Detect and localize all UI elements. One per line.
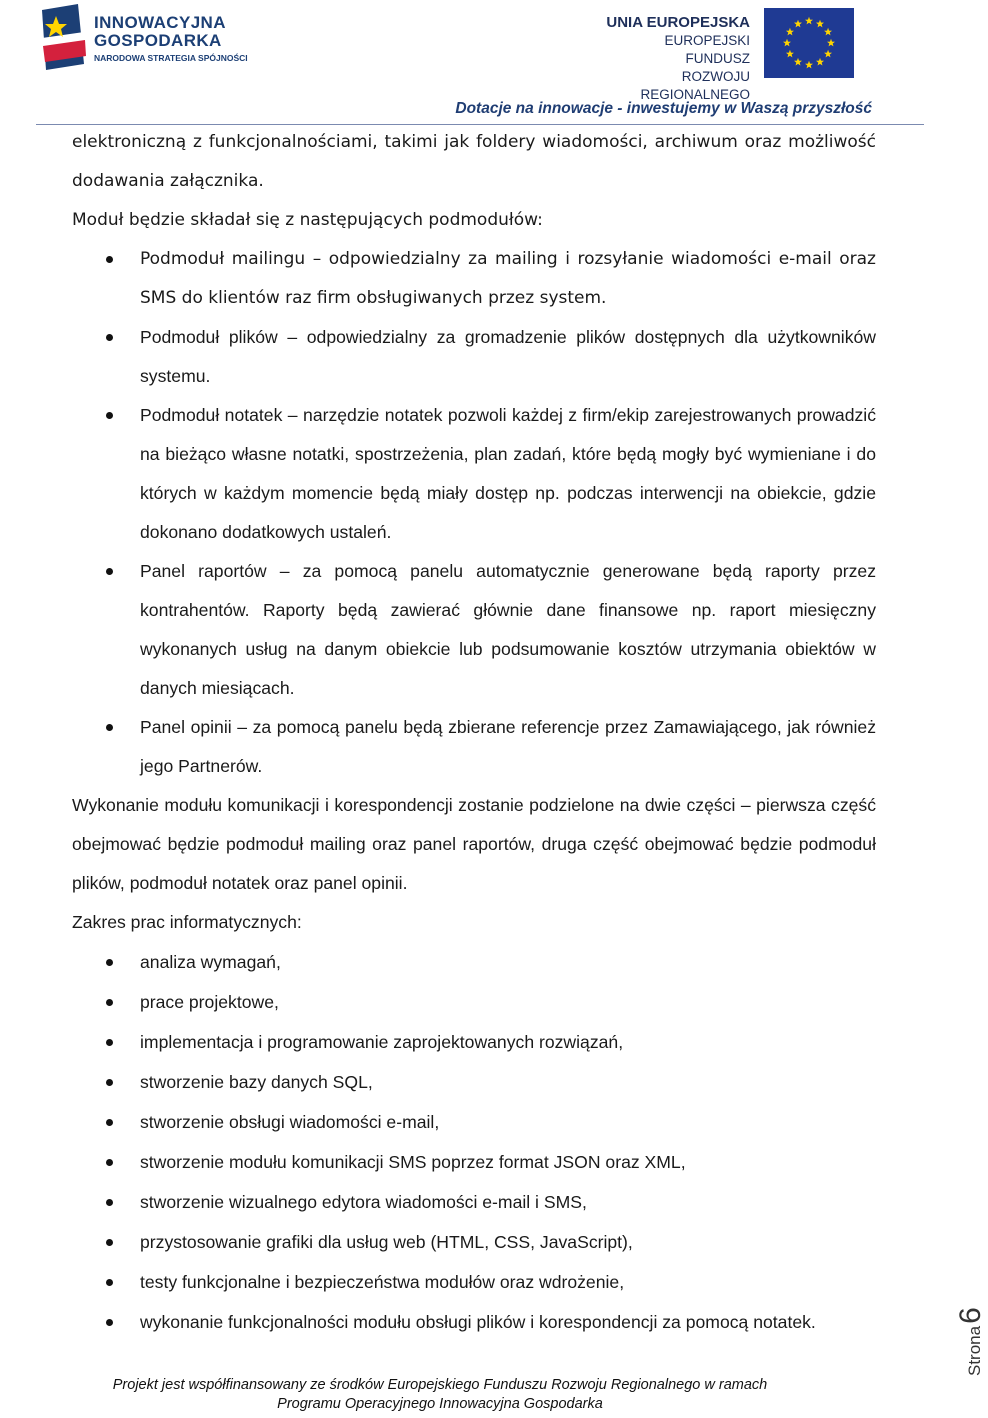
list-item: Podmoduł mailingu – odpowiedzialny za mailing i rozsyłanie wiadomości e-mail oraz SMS do klientów raz firm obsługiwanych przez system. <box>72 240 876 318</box>
page-number-label: Strona <box>965 1325 984 1376</box>
bullet-icon <box>106 1079 113 1086</box>
intro-continuation: elektroniczną z funkcjonalnościami, takimi jak foldery wiadomości, archiwum oraz możliwość dodawania załącznika. <box>72 132 876 191</box>
bullet-icon <box>106 724 113 731</box>
bullet-icon <box>106 568 113 575</box>
innowacyjna-gospodarka-logo <box>36 4 266 70</box>
eu-flag-icon <box>764 8 854 78</box>
submodules-intro: Moduł będzie składał się z następujących podmodułów: <box>72 210 543 230</box>
ig-logo-line2: GOSPODARKA <box>94 31 222 50</box>
bullet-icon <box>106 1319 113 1326</box>
list-item: stworzenie modułu komunikacji SMS poprzez format JSON oraz XML, <box>72 1143 876 1182</box>
execution-paragraph: Wykonanie modułu komunikacji i korespondencji zostanie podzielone na dwie części – pierwsza część obejmować będzie podmoduł mailing oraz panel raportów, druga część obejmować będzie podmoduł plików, podmoduł notatek oraz panel opinii. <box>72 795 876 893</box>
list-item: stworzenie obsługi wiadomości e-mail, <box>72 1103 876 1142</box>
list-item: implementacja i programowanie zaprojektowanych rozwiązań, <box>72 1023 876 1062</box>
footer-line2: Programu Operacyjnego Innowacyjna Gospodarka <box>277 1396 603 1412</box>
motto: Dotacje na innowacje - inwestujemy w Waszą przyszłość <box>455 100 872 117</box>
document-footer <box>0 1376 880 1414</box>
list-item: Podmoduł plików – odpowiedzialny za gromadzenie plików dostępnych dla użytkowników systemu. <box>72 318 876 396</box>
bullet-icon <box>106 1039 113 1046</box>
ig-flag-icon <box>36 4 90 70</box>
bullet-icon <box>106 1119 113 1126</box>
bullet-icon <box>106 959 113 966</box>
document-body <box>72 123 876 1342</box>
bullet-icon <box>106 1279 113 1286</box>
bullet-icon <box>106 999 113 1006</box>
bullet-icon <box>106 256 113 263</box>
bullet-icon <box>106 1159 113 1166</box>
eu-logo-line1: UNIA EUROPEJSKA <box>606 14 750 31</box>
list-item: Panel opinii – za pomocą panelu będą zbierane referencje przez Zamawiającego, jak również jego Partnerów. <box>72 708 876 786</box>
ig-logo-line1: INNOWACYJNA <box>94 13 226 32</box>
bullet-icon <box>106 1199 113 1206</box>
list-item: przystosowanie grafiki dla usług web (HTML, CSS, JavaScript), <box>72 1223 876 1262</box>
list-item: prace projektowe, <box>72 983 876 1022</box>
eu-logo-line3: ROZWOJU REGIONALNEGO <box>640 69 750 102</box>
bullet-icon <box>106 1239 113 1246</box>
page-number-value: 6 <box>954 1307 987 1324</box>
eu-logo-line2: EUROPEJSKI FUNDUSZ <box>664 33 750 66</box>
eu-logo <box>598 8 854 102</box>
list-item: Podmoduł notatek – narzędzie notatek pozwoli każdej z firm/ekip zarejestrowanych prowadzić na bieżąco własne notatki, spostrzeżenia, plan zadań, które będą mogły być wymieniane i do których w każdym momencie będą miały dostęp np. podczas interwencji na obiekcie, gdzie dokonano dodatkowych ustaleń. <box>72 396 876 552</box>
footer-line1: Projekt jest współfinansowany ze środków Europejskiego Funduszu Rozwoju Regionalnego w ramach <box>112 1377 768 1393</box>
list-item: Panel raportów – za pomocą panelu automatycznie generowane będą raporty przez kontrahentów. Raporty będą zawierać głównie dane finansowe np. raport miesięczny wykonanych usług na danym obiekcie lub podsumowanie kosztów utrzymania obiektów w danych miesiącach. <box>72 552 876 708</box>
list-item: wykonanie funkcjonalności modułu obsługi plików i korespondencji za pomocą notatek. <box>72 1303 876 1342</box>
page-number <box>910 1290 987 1380</box>
list-item: stworzenie bazy danych SQL, <box>72 1063 876 1102</box>
submodules-list <box>72 240 876 786</box>
scope-heading: Zakres prac informatycznych: <box>72 912 302 932</box>
bullet-icon <box>106 412 113 419</box>
list-item: stworzenie wizualnego edytora wiadomości e-mail i SMS, <box>72 1183 876 1222</box>
document-header <box>0 0 960 128</box>
scope-list <box>72 943 876 1342</box>
ig-logo-line3: NARODOWA STRATEGIA SPÓJNOŚCI <box>94 53 248 63</box>
list-item: analiza wymagań, <box>72 943 876 982</box>
bullet-icon <box>106 334 113 341</box>
list-item: testy funkcjonalne i bezpieczeństwa modułów oraz wdrożenie, <box>72 1263 876 1302</box>
